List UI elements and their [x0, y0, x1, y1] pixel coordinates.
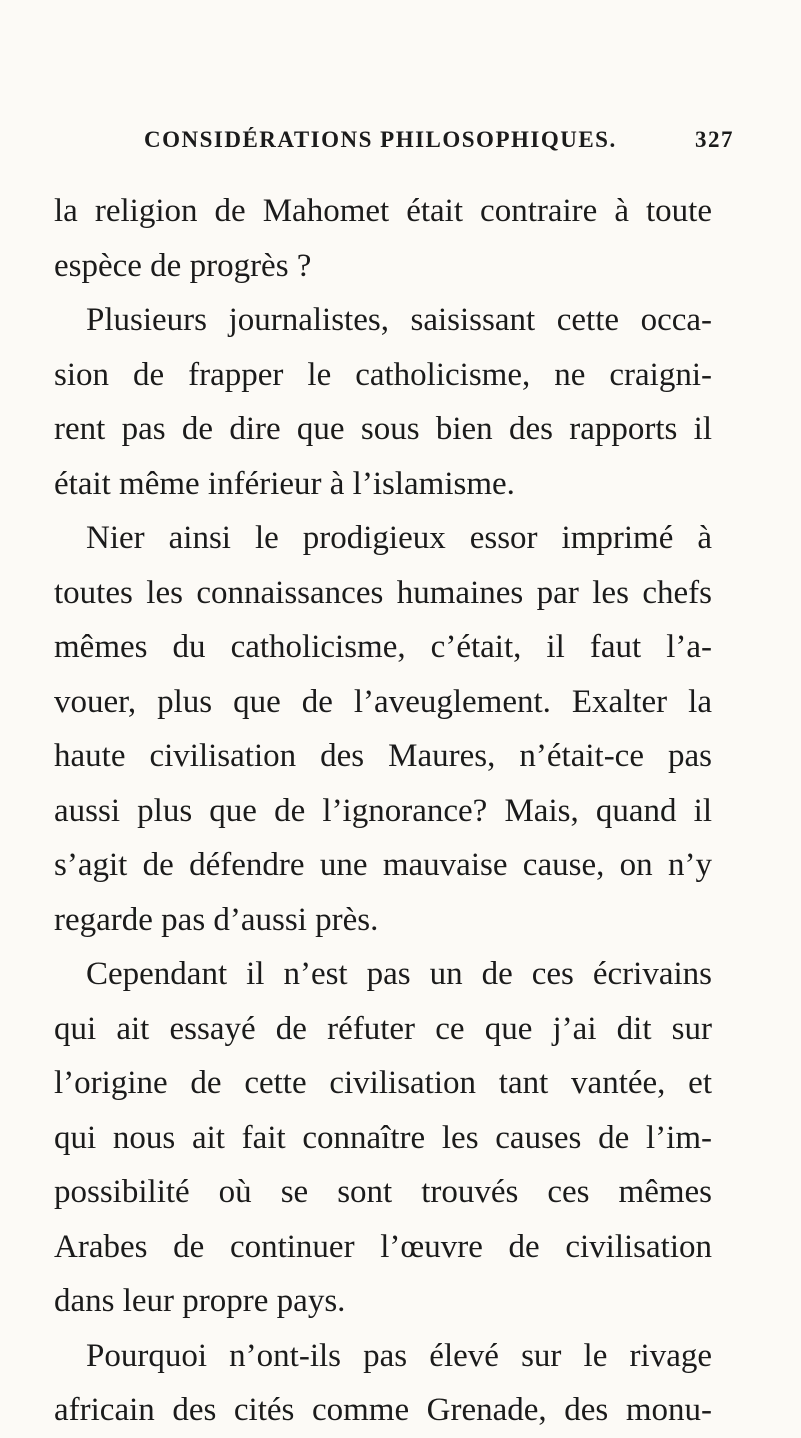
text-line: Plusieurs journalistes, saisissant cette occa-: [86, 302, 712, 338]
text-line: haute civilisation des Maures, n’était-ce pas: [54, 738, 712, 774]
text-line: sion de frapper le catholicisme, ne craigni-: [54, 356, 712, 393]
text-line: africain des cités comme Grenade, des monu-: [54, 1392, 712, 1428]
text-line: l’origine de cette civilisation tant vantée, et: [54, 1065, 712, 1101]
body-text: [54, 184, 712, 1438]
text-line: qui ait essayé de réfuter ce que j’ai dit sur: [54, 1010, 712, 1047]
page-number: 327: [695, 127, 734, 152]
text-line: espèce de progrès ?: [54, 247, 312, 284]
text-line: vouer, plus que de l’aveuglement. Exalter la: [54, 683, 712, 720]
header-title: CONSIDÉRATIONS PHILOSOPHIQUES.: [144, 127, 617, 152]
text-line: Arabes de continuer l’œuvre de civilisation: [54, 1228, 712, 1265]
text-line: s’agit de défendre une mauvaise cause, on n’y: [54, 847, 712, 883]
text-line: mêmes du catholicisme, c’était, il faut l’a-: [54, 629, 712, 665]
text-line: la religion de Mahomet était contraire à toute: [54, 193, 712, 229]
text-line: Nier ainsi le prodigieux essor imprimé à: [86, 520, 712, 556]
text-line: était même inférieur à l’islamisme.: [54, 465, 515, 502]
text-line: Cependant il n’est pas un de ces écrivains: [86, 956, 712, 992]
text-line: qui nous ait fait connaître les causes de l’im-: [54, 1119, 712, 1156]
text-line: dans leur propre pays.: [54, 1283, 346, 1319]
text-line: toutes les connaissances humaines par les chefs: [54, 574, 712, 611]
running-header: [144, 127, 734, 167]
text-line: rent pas de dire que sous bien des rapports il: [54, 411, 712, 447]
text-line: aussi plus que de l’ignorance? Mais, quand il: [54, 792, 712, 829]
text-line: regarde pas d’aussi près.: [54, 901, 379, 938]
text-line: Pourquoi n’ont-ils pas élevé sur le rivage: [86, 1337, 712, 1374]
text-line: possibilité où se sont trouvés ces mêmes: [54, 1174, 712, 1210]
